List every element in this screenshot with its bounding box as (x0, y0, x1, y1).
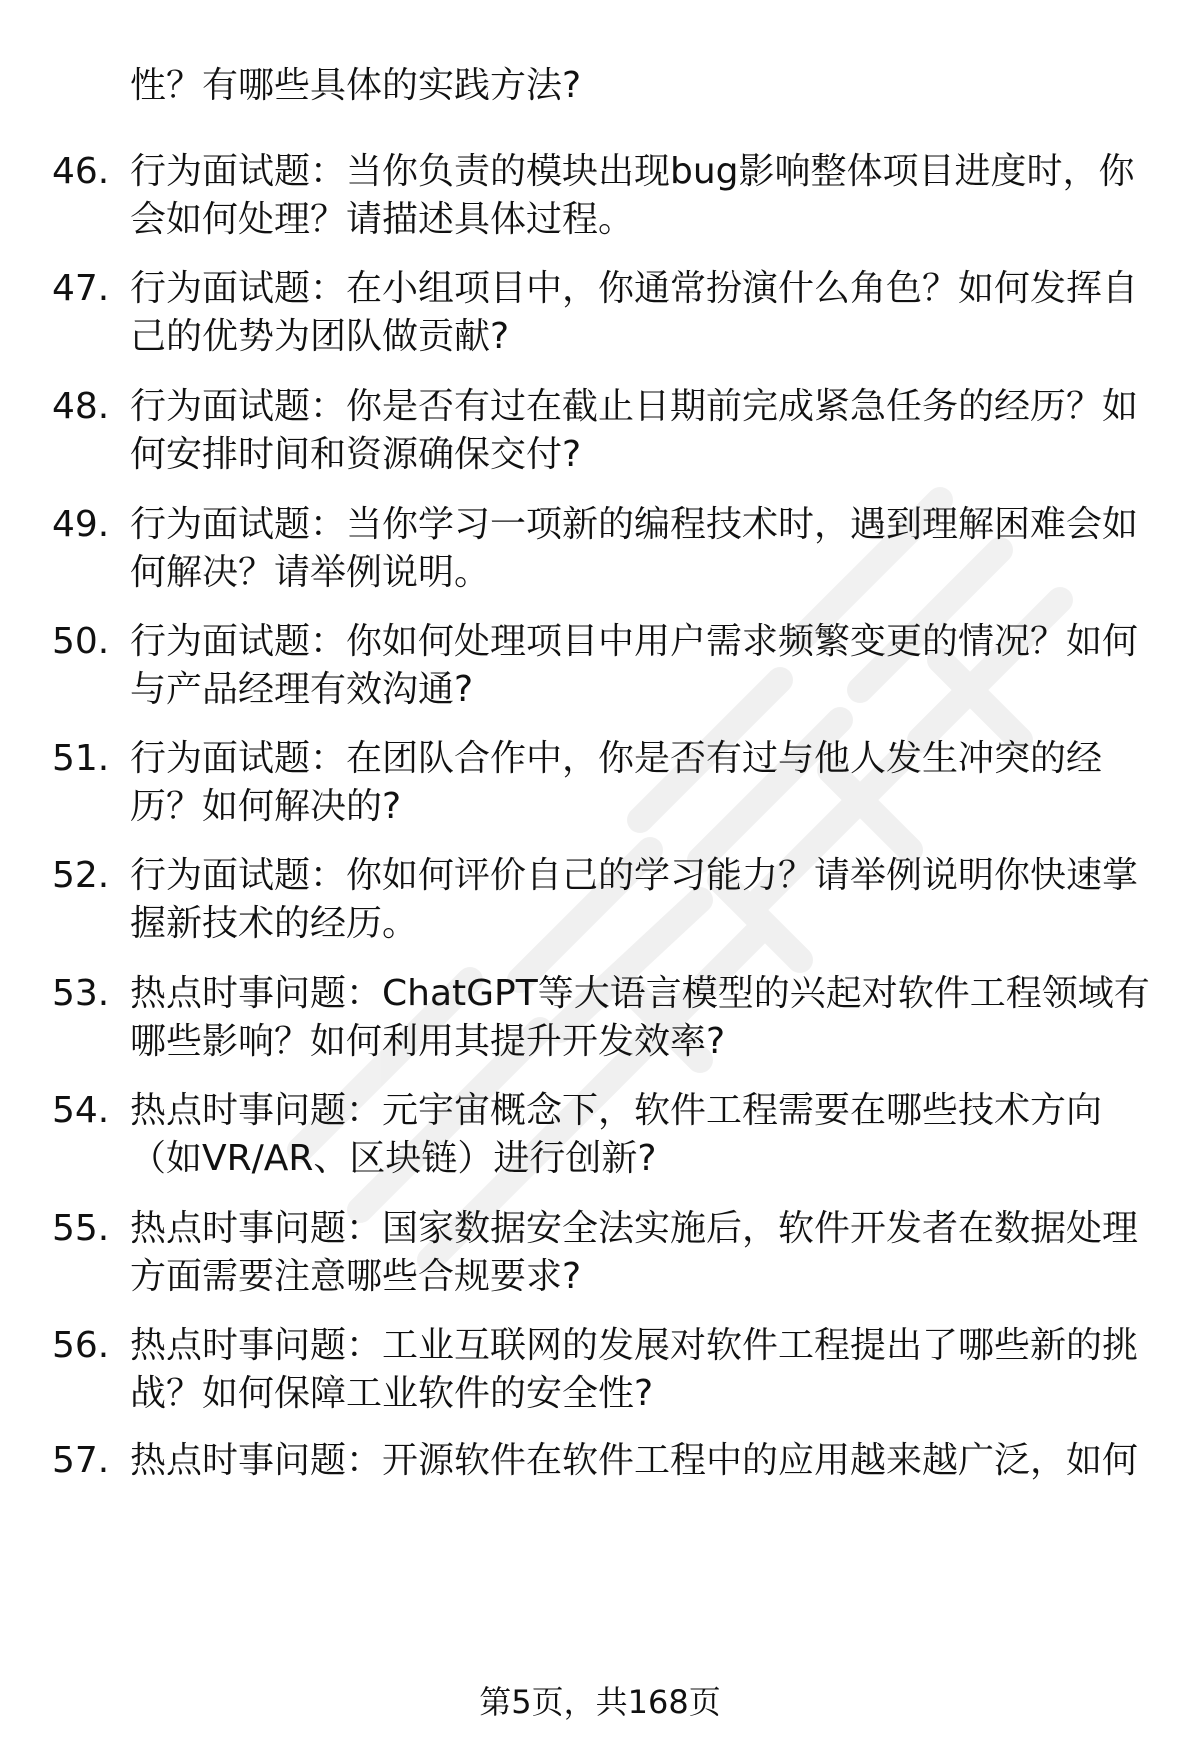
question-number: 46. (52, 151, 110, 192)
question-text-line: 行为面试题：你是否有过在截止日期前完成紧急任务的经历？如 (130, 386, 1139, 427)
question-text-line: 何安排时间和资源确保交付? (130, 434, 582, 475)
question-text-line: 会如何处理？请描述具体过程。 (130, 199, 635, 240)
question-text (130, 1322, 1150, 1418)
question-text-line: 战？如何保障工业软件的安全性? (130, 1373, 654, 1414)
continuation-line: 性？有哪些具体的实践方法? (130, 65, 582, 106)
question-text-line: 己的优势为团队做贡献? (130, 316, 510, 357)
question-number: 52. (52, 855, 110, 896)
question-text (130, 852, 1150, 948)
question-text-line: 热点时事问题：元宇宙概念下，软件工程需要在哪些技术方向 (130, 1090, 1103, 1131)
question-number: 54. (52, 1090, 110, 1131)
question-text-line: 何解决？请举例说明。 (130, 552, 491, 593)
page-footer: 第5页，共168页 (479, 1683, 721, 1721)
question-number: 49. (52, 504, 110, 545)
question-text-line: 行为面试题：在小组项目中，你通常扮演什么角色？如何发挥自 (130, 268, 1139, 309)
question-text-line: 历？如何解决的? (130, 786, 402, 827)
question-text (130, 501, 1150, 597)
question-text-line: 行为面试题：你如何评价自己的学习能力？请举例说明你快速掌 (130, 855, 1139, 896)
question-text-line: 热点时事问题：ChatGPT等大语言模型的兴起对软件工程领域有 (130, 973, 1150, 1014)
question-number: 51. (52, 738, 110, 779)
question-text-line: 握新技术的经历。 (130, 903, 419, 944)
question-text-line: （如VR/AR、区块链）进行创新? (130, 1138, 657, 1179)
question-text (130, 970, 1150, 1066)
question-text (130, 1205, 1150, 1301)
question-text-line: 行为面试题：你如何处理项目中用户需求频繁变更的情况？如何 (130, 621, 1139, 662)
question-text-line: 行为面试题：当你负责的模块出现bug影响整体项目进度时，你 (130, 151, 1135, 192)
question-text-line: 行为面试题：在团队合作中，你是否有过与他人发生冲突的经 (130, 738, 1103, 779)
question-text (130, 265, 1150, 361)
question-text-line: 热点时事问题：国家数据安全法实施后，软件开发者在数据处理 (130, 1208, 1139, 1249)
question-text (130, 1087, 1150, 1183)
question-text-line: 哪些影响？如何利用其提升开发效率? (130, 1021, 726, 1062)
question-number: 48. (52, 386, 110, 427)
question-number: 47. (52, 268, 110, 309)
question-text (130, 618, 1150, 714)
question-text-line: 行为面试题：当你学习一项新的编程技术时，遇到理解困难会如 (130, 504, 1139, 545)
question-number: 56. (52, 1325, 110, 1366)
question-text-line: 与产品经理有效沟通? (130, 669, 474, 710)
question-number: 50. (52, 621, 110, 662)
question-text (130, 735, 1150, 831)
question-text-line: 热点时事问题：开源软件在软件工程中的应用越来越广泛，如何 (130, 1440, 1139, 1481)
question-text (130, 383, 1150, 479)
question-number: 53. (52, 973, 110, 1014)
question-text-line: 热点时事问题：工业互联网的发展对软件工程提出了哪些新的挑 (130, 1325, 1139, 1366)
question-text (130, 1437, 1150, 1485)
question-number: 57. (52, 1440, 110, 1481)
question-text (130, 148, 1150, 244)
question-number: 55. (52, 1208, 110, 1249)
question-text-line: 方面需要注意哪些合规要求? (130, 1256, 582, 1297)
